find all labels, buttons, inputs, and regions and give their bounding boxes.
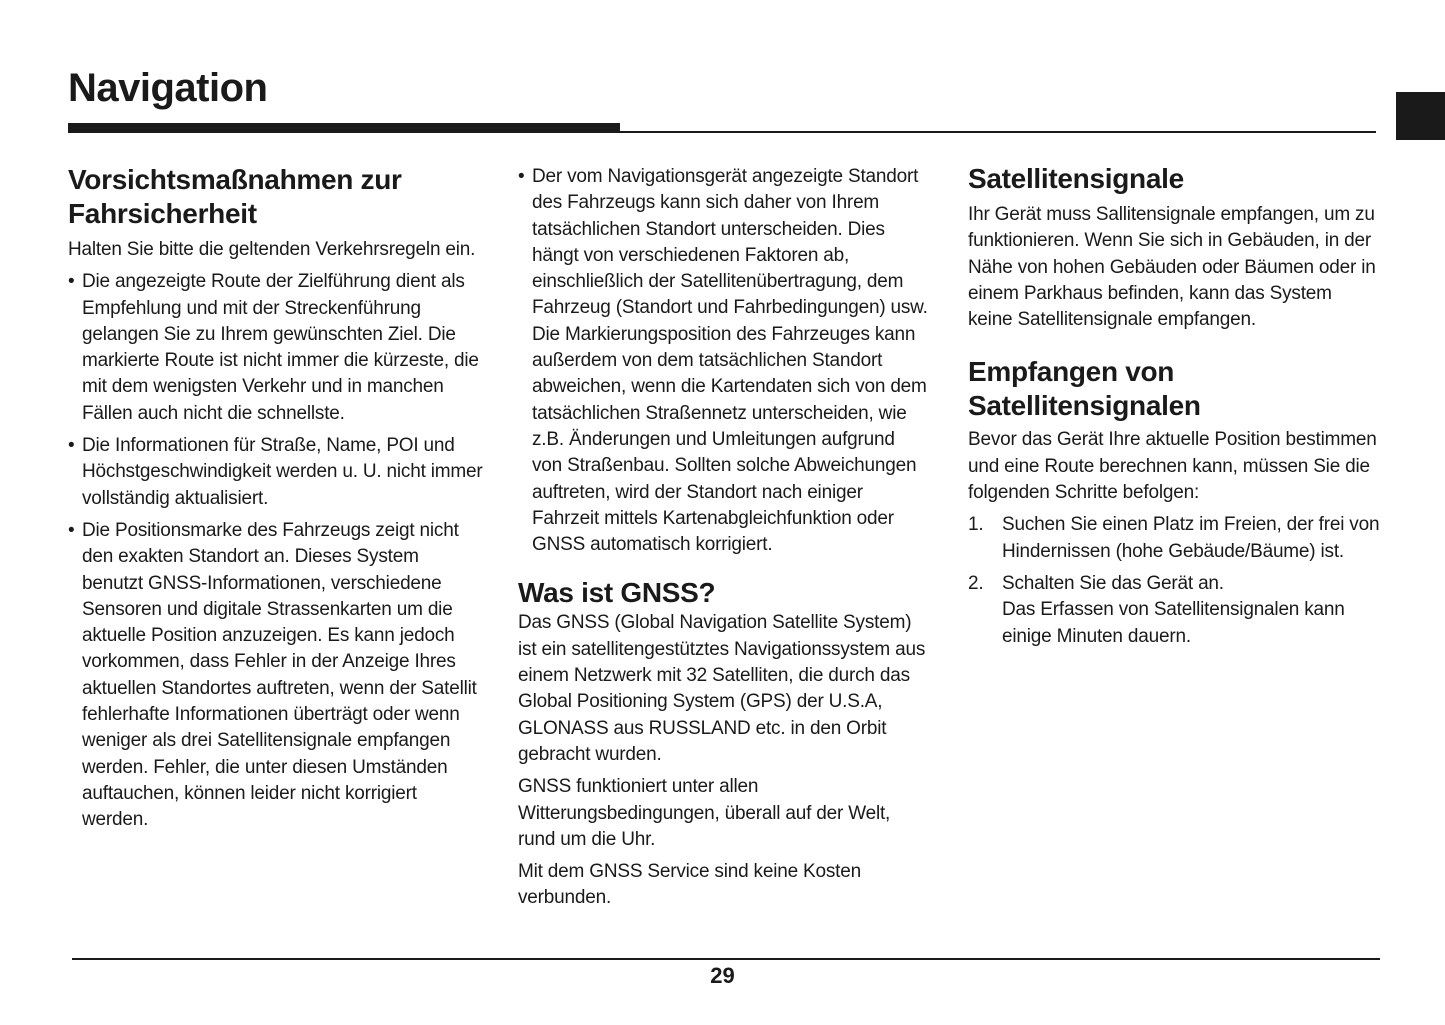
header-rule-thin — [620, 131, 1376, 133]
page-number: 29 — [710, 963, 735, 988]
step-number: 2. — [968, 572, 984, 594]
step-note: Das Erfassen von Satellitensignalen kann einige Minuten dauern. — [1002, 599, 1345, 647]
step-item-1 — [968, 512, 1380, 565]
steps-list — [968, 512, 1380, 649]
receive-heading: Empfangen von Satellitensignalen — [968, 356, 1201, 422]
location-bullet-list — [518, 164, 928, 558]
step-number: 1. — [968, 514, 984, 536]
header-rule-thick — [68, 123, 620, 133]
step-item-2 — [968, 571, 1380, 650]
column-safety — [68, 160, 483, 840]
safety-intro: Halten Sie bitte die geltenden Verkehrsregeln ein. — [68, 239, 476, 260]
location-bullet: • Der vom Navigationsgerät angezeigte Standort des Fahrzeugs kann sich daher von Ihrem tatsächlichen Standort unterscheiden. Dies hängt von verschiedenen Faktoren ab, einschließlich der Satellitenübertragung, dem Fahrzeug (Standort und Fahrbedingungen) usw. Die Markierungsposition des Fahrzeuges kann außerdem von dem tatsächlichen Standort abweichen, wenn die Kartendaten sich von dem tatsächlichen Straßennetz unterscheiden, wie z.B. Änderungen und Umleitungen aufgrund von Straßenbau. Sollten solche Abweichungen auftreten, wird der Standort nach einiger Fahrzeit mittels Kartenabgleichfunktion oder GNSS automatisch korrigiert. — [518, 164, 928, 558]
safety-bullet-list — [68, 269, 483, 833]
signals-text: Ihr Gerät muss Sallitensignale empfangen, um zu funktionieren. Wenn Sie sich in Gebäuden, in der Nähe von hohen Gebäuden oder Bäumen oder in einem Parkhaus befinden, kann das System keine Satellitensignale empfangen. — [968, 204, 1376, 331]
safety-heading: Vorsichtsmaßnahmen zur Fahrsicherheit — [68, 164, 402, 229]
receive-intro: Bevor das Gerät Ihre aktuelle Position bestimmen und eine Route berechnen kann, müssen Sie die folgenden Schritte befolgen: — [968, 429, 1377, 504]
gnss-paragraph-definition: Das GNSS (Global Navigation Satellite System) ist ein satellitengestütztes Navigationssystem aus einem Netzwerk mit 32 Satelliten, die durch das Global Positioning System (GPS) der U.S.A, GLONASS aus RUSSLAND etc. in den Orbit gebracht wurden. — [518, 612, 926, 765]
safety-bullet-info: • Die Informationen für Straße, Name, POI und Höchstgeschwindigkeit werden u. U. nicht immer vollständig aktualisiert. — [68, 433, 483, 512]
step-text: Schalten Sie das Gerät an. — [1002, 572, 1224, 594]
gnss-paragraph-weather: GNSS funktioniert unter allen Witterungsbedingungen, überall auf der Welt, rund um die Uhr. — [518, 776, 891, 850]
gnss-paragraph-costs: Mit dem GNSS Service sind keine Kosten verbunden. — [518, 861, 861, 909]
gnss-heading: Was ist GNSS? — [518, 577, 716, 609]
page-title: Navigation — [68, 66, 268, 110]
safety-bullet-route: • Die angezeigte Route der Zielführung dient als Empfehlung und mit der Streckenführung gelangen Sie zu Ihrem gewünschten Ziel. Die markierte Route ist nicht immer die kürzeste, die mit dem wenigsten Verkehr und in manchen Fällen auch nicht die schnellste. — [68, 269, 483, 427]
column-gnss — [518, 164, 928, 918]
step-text: Suchen Sie einen Platz im Freien, der frei von Hindernissen (hohe Gebäude/Bäume) ist. — [1002, 514, 1380, 562]
chapter-side-tab — [1396, 92, 1445, 140]
safety-bullet-position: • Die Positionsmarke des Fahrzeugs zeigt nicht den exakten Standort an. Dieses System benutzt GNSS-Informationen, verschiedene Sensoren und digitale Strassenkarten um die aktuelle Position anzuzeigen. Es kann jedoch vorkommen, dass Fehler in der Anzeige Ihres aktuellen Standortes auftreten, wenn der Satellit fehlerhafte Informationen überträgt oder wenn weniger als drei Satellitensignale empfangen werden. Fehler, die unter diesen Umständen auftauchen, können leider nicht korrigiert werden. — [68, 518, 483, 834]
signals-heading: Satellitensignale — [968, 163, 1184, 194]
footer-rule — [72, 958, 1380, 960]
column-satellite — [968, 160, 1380, 656]
